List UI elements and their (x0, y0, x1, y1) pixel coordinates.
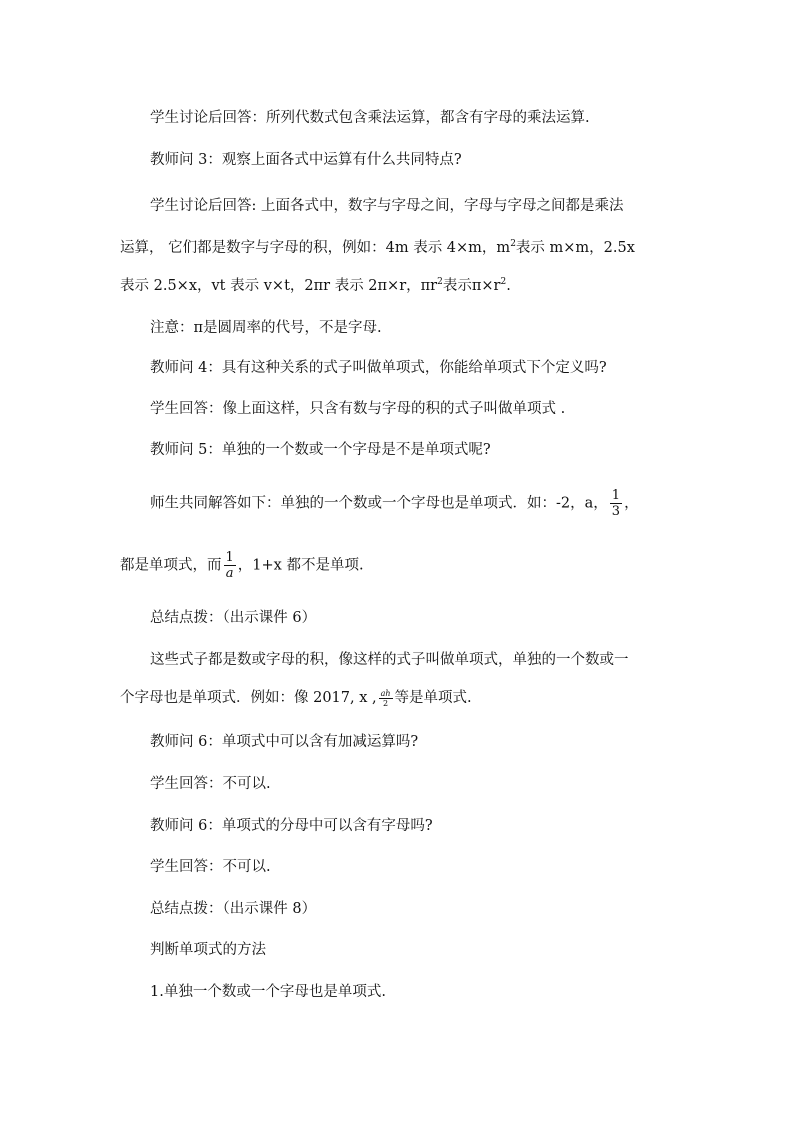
paragraph-student-answer-2: 学生讨论后回答: 上面各式中，数字与字母之间，字母与字母之间都是乘法 (150, 198, 624, 214)
paragraph-method-heading: 判断单项式的方法 (150, 942, 266, 958)
example-text-c: 表示 2.5×x，vt 表示 v×t，2πr 表示 2π×r，πr (120, 278, 438, 294)
paragraph-teacher-question-4: 教师问 4：具有这种关系的式子叫做单项式，你能给单项式下个定义吗? (150, 360, 607, 376)
paragraph-note-pi: 注意：π是圆周率的代号，不是字母. (150, 320, 382, 336)
fraction-one-third: $\frac{1}{3}$ (611, 488, 621, 519)
joint-answer-text: 师生共同解答如下：单独的一个数或一个字母也是单项式．如：-2，a， (150, 495, 608, 512)
paragraph-joint-answer (150, 488, 639, 519)
paragraph-teacher-question-6b: 教师问 6：单项式的分母中可以含有字母吗? (150, 818, 433, 834)
paragraph-student-answer-5: 学生回答：不可以. (150, 859, 271, 875)
paragraph-summary-8: 总结点拨：（出示课件 8） (150, 901, 317, 917)
example-text-a: 运算， 它们都是数字与字母的积，例如：4m 表示 4×m，m (120, 240, 511, 256)
paragraph-student-answer-4: 学生回答：不可以. (150, 776, 271, 792)
paragraph-not-monomial (120, 550, 364, 581)
superscript: 2 (437, 277, 443, 287)
superscript: 2 (510, 239, 516, 249)
fraction-ah-over-2: $\frac{ah}{2}$ (380, 688, 391, 708)
example-text-b: 表示 m×m，2.5x (515, 240, 635, 256)
definition-text-b: 等是单项式. (394, 690, 472, 706)
superscript: 2 (500, 277, 507, 287)
paragraph-teacher-question-5: 教师问 5：单独的一个数或一个字母是不是单项式呢? (150, 442, 491, 458)
not-monomial-text-b: ，1+x 都不是单项. (237, 557, 364, 574)
paragraph-student-answer-3: 学生回答：像上面这样，只含有数与字母的积的式子叫做单项式 . (150, 401, 566, 417)
paragraph-definition-1: 这些式子都是数或字母的积，像这样的式子叫做单项式，单独的一个数或一 (150, 652, 629, 668)
paragraph-definition-2 (120, 688, 472, 708)
example-text-e: . (506, 278, 511, 294)
definition-text-a: 个字母也是单项式．例如：像 2017, x , (120, 690, 377, 706)
joint-answer-comma: ， (624, 495, 639, 512)
paragraph-teacher-question-3: 教师问 3：观察上面各式中运算有什么共同特点? (150, 152, 462, 168)
not-monomial-text-a: 都是单项式，而 (120, 557, 222, 574)
paragraph-example-line-1 (120, 238, 635, 258)
paragraph-example-line-2 (120, 276, 511, 296)
fraction-one-over-a: $\frac{1}{a}$ (225, 550, 234, 581)
paragraph-teacher-question-6a: 教师问 6：单项式中可以含有加减运算吗? (150, 734, 419, 750)
paragraph-summary-6: 总结点拨：（出示课件 6） (150, 610, 317, 626)
paragraph-student-answer-1: 学生讨论后回答：所列代数式包含乘法运算，都含有字母的乘法运算. (150, 110, 590, 126)
paragraph-method-1: 1.单独一个数或一个字母也是单项式. (150, 984, 386, 1000)
example-text-d: 表示π×r (442, 278, 501, 294)
